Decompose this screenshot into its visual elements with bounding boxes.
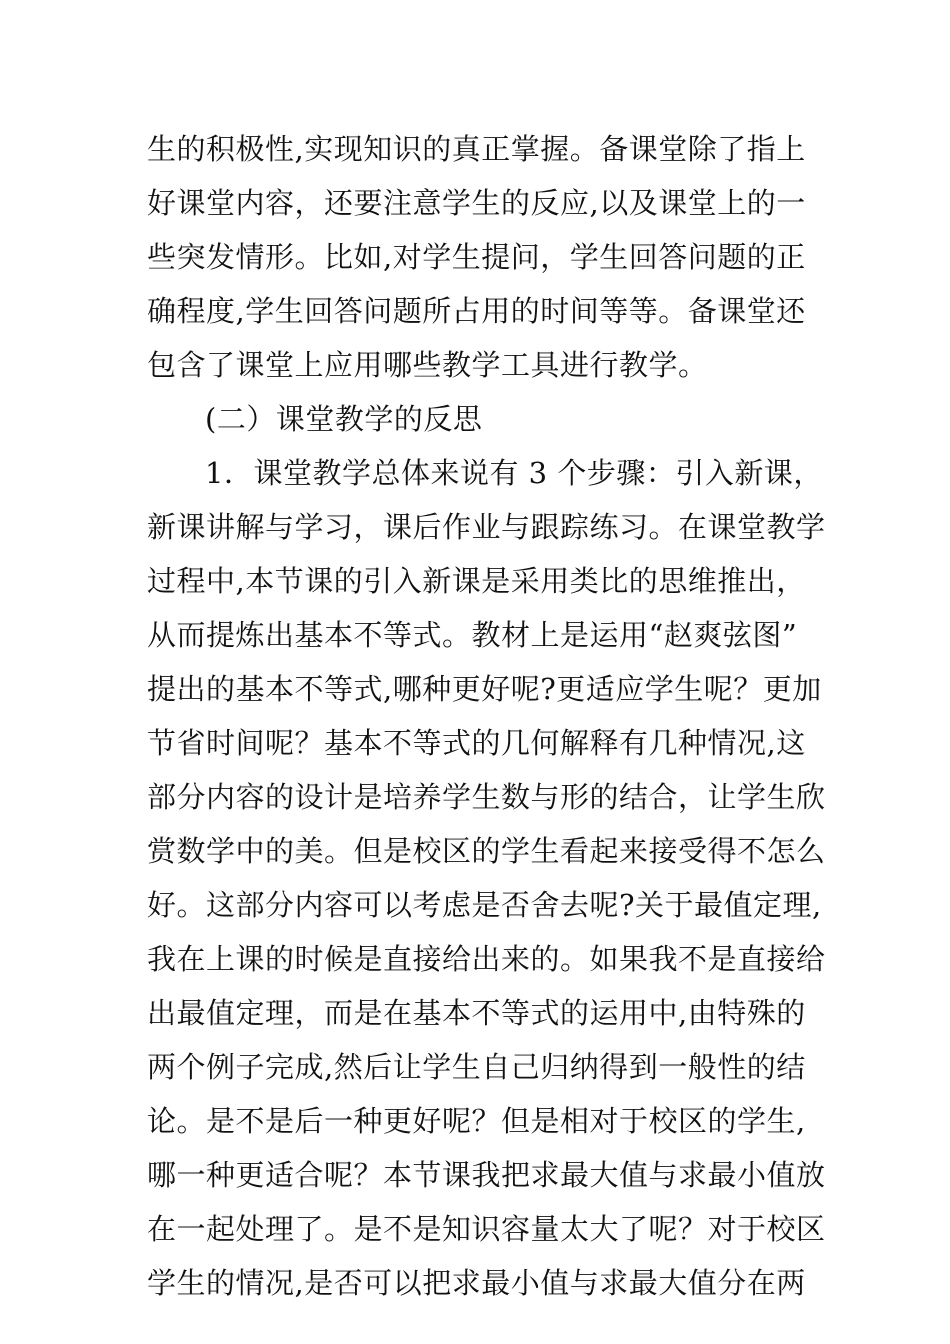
text-line: 好课堂内容，还要注意学生的反应,以及课堂上的一 [147,186,806,220]
text-line: 过程中,本节课的引入新课是采用类比的思维推出， [147,564,806,598]
text-line: 提出的基本不等式,哪种更好呢?更适应学生呢？更加 [147,672,822,706]
text-line: 节省时间呢？基本不等式的几何解释有几种情况,这 [147,726,806,760]
text-line: 论。是不是后一种更好呢？但是相对于校区的学生, [147,1104,806,1138]
text-line: 学生的情况,是否可以把求最小值与求最大值分在两 [147,1266,806,1300]
text-line: 两个例子完成,然后让学生自己归纳得到一般性的结 [147,1050,806,1084]
text-line: 我在上课的时候是直接给出来的。如果我不是直接给 [147,942,826,976]
text-line: 哪一种更适合呢？本节课我把求最大值与求最小值放 [147,1158,826,1192]
text-line: 在一起处理了。是不是知识容量太大了呢？对于校区 [147,1212,826,1246]
text-line: 些突发情形。比如,对学生提问，学生回答问题的正 [147,240,806,274]
text-line: 出最值定理，而是在基本不等式的运用中,由特殊的 [147,996,806,1030]
text-line: 从而提炼出基本不等式。教材上是运用“赵爽弦图” [147,618,798,652]
text-line: 部分内容的设计是培养学生数与形的结合，让学生欣 [147,780,826,814]
text-line: 生的积极性,实现知识的真正掌握。备课堂除了指上 [147,132,806,166]
text-line: 好。这部分内容可以考虑是否舍去呢?关于最值定理, [147,888,822,922]
text-line: 包含了课堂上应用哪些教学工具进行教学。 [147,348,708,382]
text-line: 赏数学中的美。但是校区的学生看起来接受得不怎么 [147,834,826,868]
section-heading: (二）课堂教学的反思 [205,402,483,436]
text-line: 新课讲解与学习，课后作业与跟踪练习。在课堂教学 [147,510,826,544]
text-line: 确程度,学生回答问题所占用的时间等等。备课堂还 [147,294,806,328]
paragraph-start: 1．课堂教学总体来说有 3 个步骤：引入新课， [205,456,823,490]
